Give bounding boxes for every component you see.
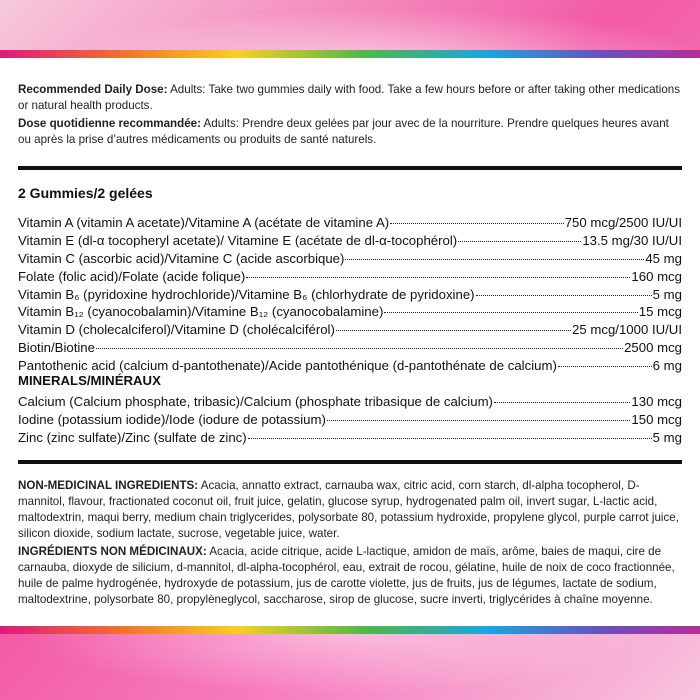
facts-row-amount: 25 mcg/1000 IU/UI — [572, 322, 682, 338]
background-glow-bottom — [0, 634, 700, 700]
facts-row-name: Vitamin A (vitamin A acetate)/Vitamine A (acétate de vitamine A) — [18, 215, 390, 230]
facts-row-name: Vitamin B₆ (pyridoxine hydrochloride)/Vitamine B₆ (chlorhydrate de pyridoxine) — [18, 286, 475, 302]
facts-row-name: Vitamin C (ascorbic acid)/Vitamine C (acide ascorbique) — [18, 250, 345, 266]
facts-row — [18, 355, 682, 373]
facts-row-name: Pantothenic acid (calcium d-pantothenate)/Acide pantothénique (d-pantothénate de calcium) — [18, 358, 557, 374]
dot-leader — [96, 334, 623, 349]
ingredients-french — [18, 544, 682, 608]
mineral-row-amount: 5 mg — [652, 429, 682, 445]
facts-row-amount: 45 mg — [645, 250, 682, 266]
facts-row-amount: 160 mcg — [631, 268, 682, 284]
facts-row-name: Folate (folic acid)/Folate (acide folique) — [18, 268, 246, 284]
dot-leader — [458, 227, 581, 242]
dose-english — [18, 82, 682, 114]
facts-row-name: Vitamin D (cholecalciferol)/Vitamine D (cholécalciférol) — [18, 322, 335, 338]
dot-leader — [476, 281, 652, 296]
facts-row-amount: 6 mg — [652, 358, 682, 374]
facts-row-amount: 750 mcg/2500 IU/UI — [564, 215, 682, 230]
minerals-heading: MINERALS/MINÉRAUX — [18, 373, 161, 389]
dot-leader — [327, 406, 631, 421]
dot-leader — [390, 209, 564, 224]
ingredients-english — [18, 478, 682, 542]
dose-french-label: Dose quotidienne recommandée: — [18, 117, 201, 130]
rainbow-stripe-bottom — [0, 626, 700, 634]
facts-row-amount: 5 mg — [652, 286, 682, 302]
facts-row-amount: 15 mcg — [638, 304, 682, 320]
facts-row-amount: 2500 mcg — [624, 340, 682, 356]
dot-leader — [494, 388, 630, 403]
background-glow-top — [0, 0, 700, 50]
facts-heading: 2 Gummies/2 gelées — [18, 185, 153, 201]
dot-leader — [336, 316, 571, 331]
label-panel — [0, 58, 700, 626]
facts-table — [18, 212, 682, 445]
mineral-row-amount: 130 mcg — [631, 393, 682, 409]
section-divider-top — [18, 166, 682, 170]
mineral-row — [18, 427, 682, 445]
facts-row-amount: 13.5 mg/30 IU/UI — [582, 232, 682, 248]
section-divider-bottom — [18, 460, 682, 464]
mineral-row-name: Calcium (Calcium phosphate, tribasic)/Calcium (phosphate tribasique de calcium) — [18, 393, 493, 409]
dose-french — [18, 116, 682, 148]
ingredients-english-label: NON-MEDICINAL INGREDIENTS: — [18, 479, 199, 492]
rainbow-stripe-top — [0, 50, 700, 58]
dot-leader — [345, 245, 644, 260]
mineral-row-name: Zinc (zinc sulfate)/Zinc (sulfate de zinc) — [18, 429, 247, 445]
dot-leader — [246, 263, 630, 278]
dose-english-label: Recommended Daily Dose: — [18, 83, 168, 96]
ingredients-french-label: INGRÉDIENTS NON MÉDICINAUX: — [18, 545, 207, 558]
facts-row-name: Vitamin E (dl-α tocopheryl acetate)/ Vitamine E (acétate de dl-α-tocophérol) — [18, 232, 458, 248]
mineral-row-amount: 150 mcg — [631, 411, 682, 427]
dose-english-text: Adults: Take two gummies daily with food. Take a few hours before or after taking other medications or natural health products. — [18, 83, 681, 112]
dot-leader — [384, 298, 637, 313]
facts-row — [18, 212, 682, 230]
mineral-row-name: Iodine (potassium iodide)/Iode (iodure de potassium) — [18, 411, 326, 427]
facts-row-name: Biotin/Biotine — [18, 340, 95, 356]
dot-leader — [248, 424, 652, 439]
dot-leader — [558, 352, 652, 367]
facts-row-name: Vitamin B₁₂ (cyanocobalamin)/Vitamine B₁₂ (cyanocobalamine) — [18, 304, 384, 320]
ingredients-english-text: Acacia, annatto extract, carnauba wax, citric acid, corn starch, dl-alpha tocopherol, D-mannitol, flavour, fractionated coconut oil, fruit juice, gelatin, glucose syrup, hydrogenated palm oil, invert sugar, L-lactic acid, maltodextrin, maqui berry, medium chain triglycerides, polysorbate 80, potassium hydroxide, propylene glycol, purple carrot juice, silicon dioxide, sodium lactate, sucrose, vegetable juice, water. — [18, 479, 679, 540]
dose-french-text: Adults: Prendre deux gelées par jour avec de la nourriture. Prendre quelques heures avant ou après la prise d’autres médicaments ou produits de santé naturels. — [18, 117, 669, 146]
ingredients-french-text: Acacia, acide citrique, acide L-lactique, amidon de maïs, arôme, baies de maqui, cire de carnauba, dioxyde de silicium, d-mannitol, dl-alpha-tocophérol, eau, extrait de rocou, gélatine, huile de noix de coco fractionnée, huile de palme hydrogénée, hydroxyde de potassium, jus de carotte violette, jus de fruits, jus de légumes, lactate de sodium, maltodextrine, polysorbate 80, propylèneglycol, saccharose, sirop de glucose, sucre inverti, triglycérides à chaîne moyenne. — [18, 545, 675, 606]
